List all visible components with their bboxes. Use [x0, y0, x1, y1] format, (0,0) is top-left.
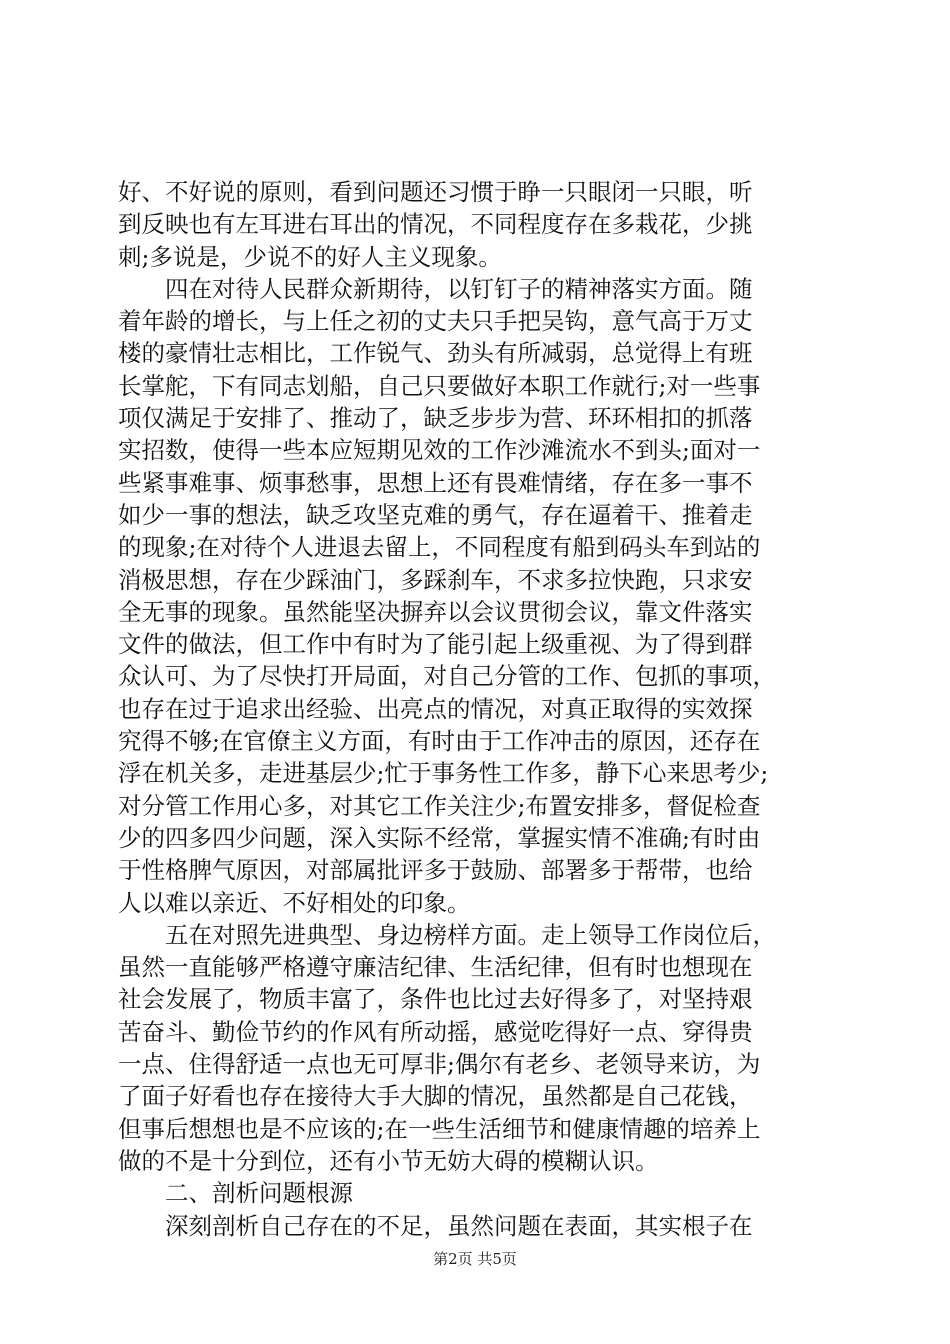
- text-line: 苦奋斗、勤俭节约的作风有所动摇，感觉吃得好一点、穿得贵: [118, 1017, 753, 1046]
- text-line: 到反映也有左耳进右耳出的情况，不同程度存在多栽花，少挑: [118, 210, 753, 239]
- text-line: 五在对照先进典型、身边榜样方面。走上领导工作岗位后，: [165, 920, 776, 949]
- text-line: 一点、住得舒适一点也无可厚非;偶尔有老乡、老领导来访，为: [118, 1050, 761, 1079]
- text-line: 浮在机关多，走进基层少;忙于事务性工作多，静下心来思考少;: [118, 759, 769, 788]
- text-line: 深刻剖析自己存在的不足，虽然问题在表面，其实根子在: [165, 1211, 753, 1240]
- text-line: 了面子好看也存在接待大手大脚的情况，虽然都是自己花钱，: [118, 1082, 753, 1111]
- text-line: 四在对待人民群众新期待，以钉钉子的精神落实方面。随: [165, 274, 753, 303]
- text-line: 的现象;在对待个人进退去留上，不同程度有船到码头车到站的: [118, 533, 761, 562]
- text-line: 众认可、为了尽快打开局面，对自己分管的工作、包抓的事项，: [118, 662, 776, 691]
- text-line: 刺;多说是，少说不的好人主义现象。: [118, 242, 502, 271]
- text-line: 于性格脾气原因，对部属批评多于鼓励、部署多于帮带，也给: [118, 856, 753, 885]
- text-line: 究得不够;在官僚主义方面，有时由于工作冲击的原因，还存在: [118, 727, 761, 756]
- text-line: 做的不是十分到位，还有小节无妨大碍的模糊认识。: [118, 1146, 659, 1175]
- text-line: 些紧事难事、烦事愁事，思想上还有畏难情绪，存在多一事不: [118, 468, 753, 497]
- text-line: 二、剖析问题根源: [165, 1179, 353, 1208]
- text-line: 长掌舵，下有同志划船，自己只要做好本职工作就行;对一些事: [118, 371, 761, 400]
- text-line: 楼的豪情壮志相比，工作锐气、劲头有所减弱，总觉得上有班: [118, 339, 753, 368]
- text-line: 文件的做法，但工作中有时为了能引起上级重视、为了得到群: [118, 630, 753, 659]
- text-line: 如少一事的想法，缺乏攻坚克难的勇气，存在逼着干、推着走: [118, 500, 753, 529]
- text-line: 消极思想，存在少踩油门，多踩刹车，不求多拉快跑，只求安: [118, 565, 753, 594]
- page-footer: 第2页 共5页: [433, 1250, 517, 1268]
- text-line: 也存在过于追求出经验、出亮点的情况，对真正取得的实效探: [118, 694, 753, 723]
- text-line: 人以难以亲近、不好相处的印象。: [118, 888, 471, 917]
- text-line: 着年龄的增长，与上任之初的丈夫只手把吴钩，意气高于万丈: [118, 307, 753, 336]
- text-line: 社会发展了，物质丰富了，条件也比过去好得多了，对坚持艰: [118, 985, 753, 1014]
- text-line: 虽然一直能够严格遵守廉洁纪律、生活纪律，但有时也想现在: [118, 953, 753, 982]
- body-text: [118, 176, 840, 1242]
- text-line: 少的四多四少问题，深入实际不经常，掌握实情不准确;有时由: [118, 823, 761, 852]
- text-line: 但事后想想也是不应该的;在一些生活细节和健康情趣的培养上: [118, 1114, 761, 1143]
- text-line: 全无事的现象。虽然能坚决摒弃以会议贯彻会议，靠文件落实: [118, 597, 753, 626]
- text-line: 好、不好说的原则，看到问题还习惯于睁一只眼闭一只眼，听: [118, 178, 753, 206]
- text-line: 项仅满足于安排了、推动了，缺乏步步为营、环环相扣的抓落: [118, 404, 753, 433]
- text-line: 对分管工作用心多，对其它工作关注少;布置安排多，督促检查: [118, 791, 761, 820]
- text-line: 实招数，使得一些本应短期见效的工作沙滩流水不到头;面对一: [118, 436, 761, 465]
